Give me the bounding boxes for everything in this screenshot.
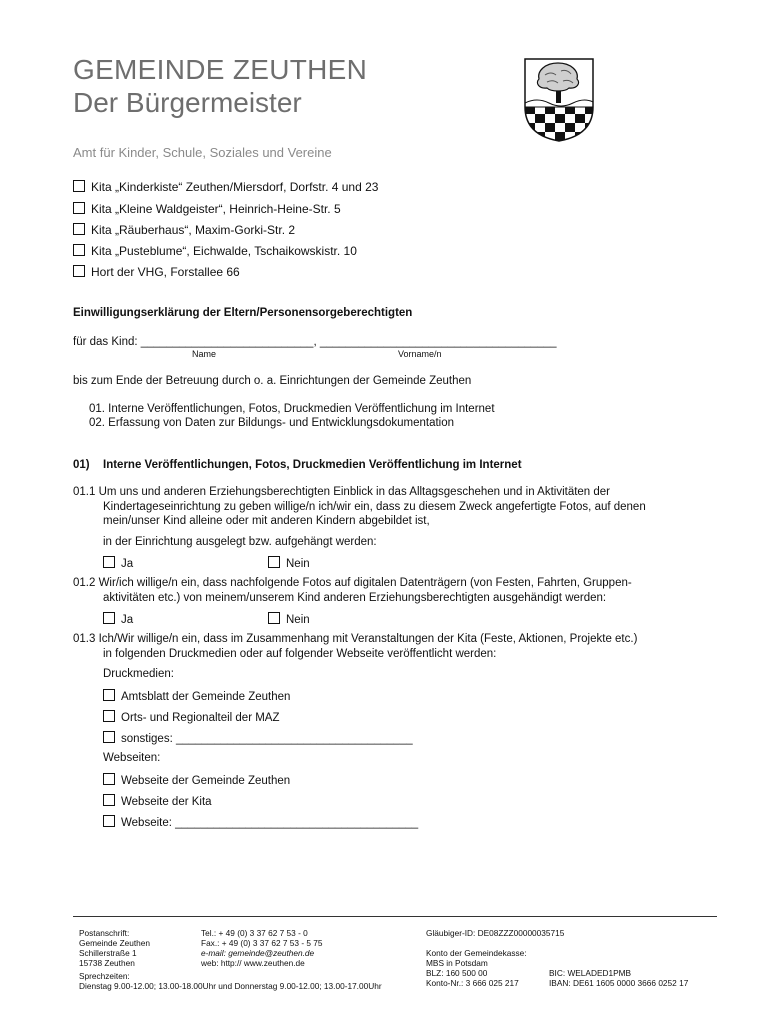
- toc-item: 02. Erfassung von Daten zur Bildungs- und Entwicklungsdokumentation: [89, 417, 455, 429]
- org-name: GEMEINDE ZEUTHEN: [73, 54, 368, 85]
- paragraph-line: in folgenden Druckmedien oder auf folgender Webseite veröffentlicht werden:: [103, 648, 497, 660]
- paragraph-line: in der Einrichtung ausgelegt bzw. aufgehängt werden:: [103, 536, 377, 548]
- firstname-caption: Vorname/n: [398, 349, 442, 359]
- checkbox[interactable]: [103, 815, 115, 827]
- footer-bank: Gläubiger-ID: DE08ZZZ00000035715 Konto der Gemeindekasse: MBS in Potsdam BLZ: 160 500 00 Konto-Nr.: 3 666 025 217: [426, 928, 565, 988]
- checkbox[interactable]: [73, 244, 85, 256]
- no-option[interactable]: Nein: [268, 556, 310, 570]
- print-option[interactable]: Amtsblatt der Gemeinde Zeuthen: [103, 689, 290, 703]
- facility-option[interactable]: Hort der VHG, Forstallee 66: [73, 265, 240, 279]
- yes-option[interactable]: Ja: [103, 612, 133, 626]
- checkbox[interactable]: [73, 180, 85, 192]
- footer-bic: BIC: WELADED1PMB IBAN: DE61 1605 0000 3666 0252 17: [549, 968, 689, 988]
- checkbox[interactable]: [103, 612, 115, 624]
- checkbox[interactable]: [268, 612, 280, 624]
- checkbox[interactable]: [73, 202, 85, 214]
- checkbox[interactable]: [73, 265, 85, 277]
- facility-option[interactable]: Kita „Kinderkiste“ Zeuthen/Miersdorf, Dorfstr. 4 und 23: [73, 180, 378, 194]
- coat-of-arms-logo: [523, 57, 595, 143]
- paragraph-line: aktivitäten etc.) von meinem/unserem Kind anderen Erziehungsberechtigten ausgehändigt werden:: [103, 592, 607, 604]
- office-hours: Dienstag 9.00-12.00; 13.00-18.00Uhr und Donnerstag 9.00-12.00; 13.00-17.00Uhr: [79, 981, 382, 991]
- email-link[interactable]: e-mail: gemeinde@zeuthen.de: [201, 948, 315, 958]
- yes-option[interactable]: Ja: [103, 556, 133, 570]
- page-title: Der Bürgermeister: [73, 87, 302, 118]
- checkbox[interactable]: [268, 556, 280, 568]
- duration-text: bis zum Ende der Betreuung durch o. a. Einrichtungen der Gemeinde Zeuthen: [73, 375, 472, 387]
- checkbox[interactable]: [73, 223, 85, 235]
- checkbox[interactable]: [103, 710, 115, 722]
- no-option[interactable]: Nein: [268, 612, 310, 626]
- department-label: Amt für Kinder, Schule, Soziales und Vereine: [73, 145, 332, 160]
- web-option[interactable]: Webseite der Gemeinde Zeuthen: [103, 773, 290, 787]
- checkbox[interactable]: [103, 556, 115, 568]
- toc-item: 01. Interne Veröffentlichungen, Fotos, Druckmedien Veröffentlichung im Internet: [89, 403, 495, 415]
- name-caption: Name: [192, 349, 217, 359]
- print-media-label: Druckmedien:: [103, 668, 174, 680]
- paragraph-line: 01.1 Um uns und anderen Erziehungsberechtigten Einblick in das Alltagsgeschehen und in Aktivitäten der: [73, 486, 611, 498]
- facility-option[interactable]: Kita „Kleine Waldgeister“, Heinrich-Heine-Str. 5: [73, 202, 341, 216]
- paragraph-line: Kindertageseinrichtung zu geben willige/n ich/wir ein, dass zu diesem Zweck angefertigte Fotos, auf denen: [103, 501, 646, 513]
- footer-divider: [73, 916, 717, 917]
- facility-option[interactable]: Kita „Räuberhaus“, Maxim-Gorki-Str. 2: [73, 223, 295, 237]
- child-name-field[interactable]: für das Kind: ___________________________, _____________________________________: [73, 336, 557, 348]
- checkbox[interactable]: [103, 689, 115, 701]
- checkbox[interactable]: [103, 794, 115, 806]
- facility-option[interactable]: Kita „Pusteblume“, Eichwalde, Tschaikowskistr. 10: [73, 244, 357, 258]
- paragraph-line: 01.3 Ich/Wir willige/n ein, dass im Zusammenhang mit Veranstaltungen der Kita (Feste, Aktionen, Projekte etc.): [73, 633, 638, 645]
- checkbox[interactable]: [103, 773, 115, 785]
- footer-contact: Tel.: + 49 (0) 3 37 62 7 53 - 0 Fax.: + 49 (0) 3 37 62 7 53 - 5 75 e-mail: gemeinde@zeuthen.de web: http:// www.zeuthen.de: [201, 928, 323, 968]
- web-link[interactable]: web: http:// www.zeuthen.de: [201, 958, 305, 968]
- checkbox[interactable]: [103, 731, 115, 743]
- web-option[interactable]: Webseite: ______________________________________: [103, 815, 418, 829]
- websites-label: Webseiten:: [103, 752, 161, 764]
- paragraph-line: 01.2 Wir/ich willige/n ein, dass nachfolgende Fotos auf digitalen Datenträgern (von Festen, Fahrten, Gruppen-: [73, 577, 632, 589]
- section-heading: Interne Veröffentlichungen, Fotos, Druckmedien Veröffentlichung im Internet: [103, 459, 522, 471]
- consent-heading: Einwilligungserklärung der Eltern/Personensorgeberechtigten: [73, 307, 413, 319]
- print-option[interactable]: sonstiges: _____________________________________: [103, 731, 413, 745]
- web-option[interactable]: Webseite der Kita: [103, 794, 212, 808]
- print-option[interactable]: Orts- und Regionalteil der MAZ: [103, 710, 280, 724]
- paragraph-line: mein/unser Kind alleine oder mit anderen Kindern abgebildet ist,: [103, 515, 430, 527]
- section-number: 01): [73, 459, 90, 471]
- footer-address: Postanschrift: Gemeinde Zeuthen Schillerstraße 1 15738 Zeuthen Sprechzeiten: Dienstag 9.00-12.00; 13.00-18.00Uhr und Donnerstag 9.00-12.00; 13.00-17.00Uhr: [79, 928, 382, 991]
